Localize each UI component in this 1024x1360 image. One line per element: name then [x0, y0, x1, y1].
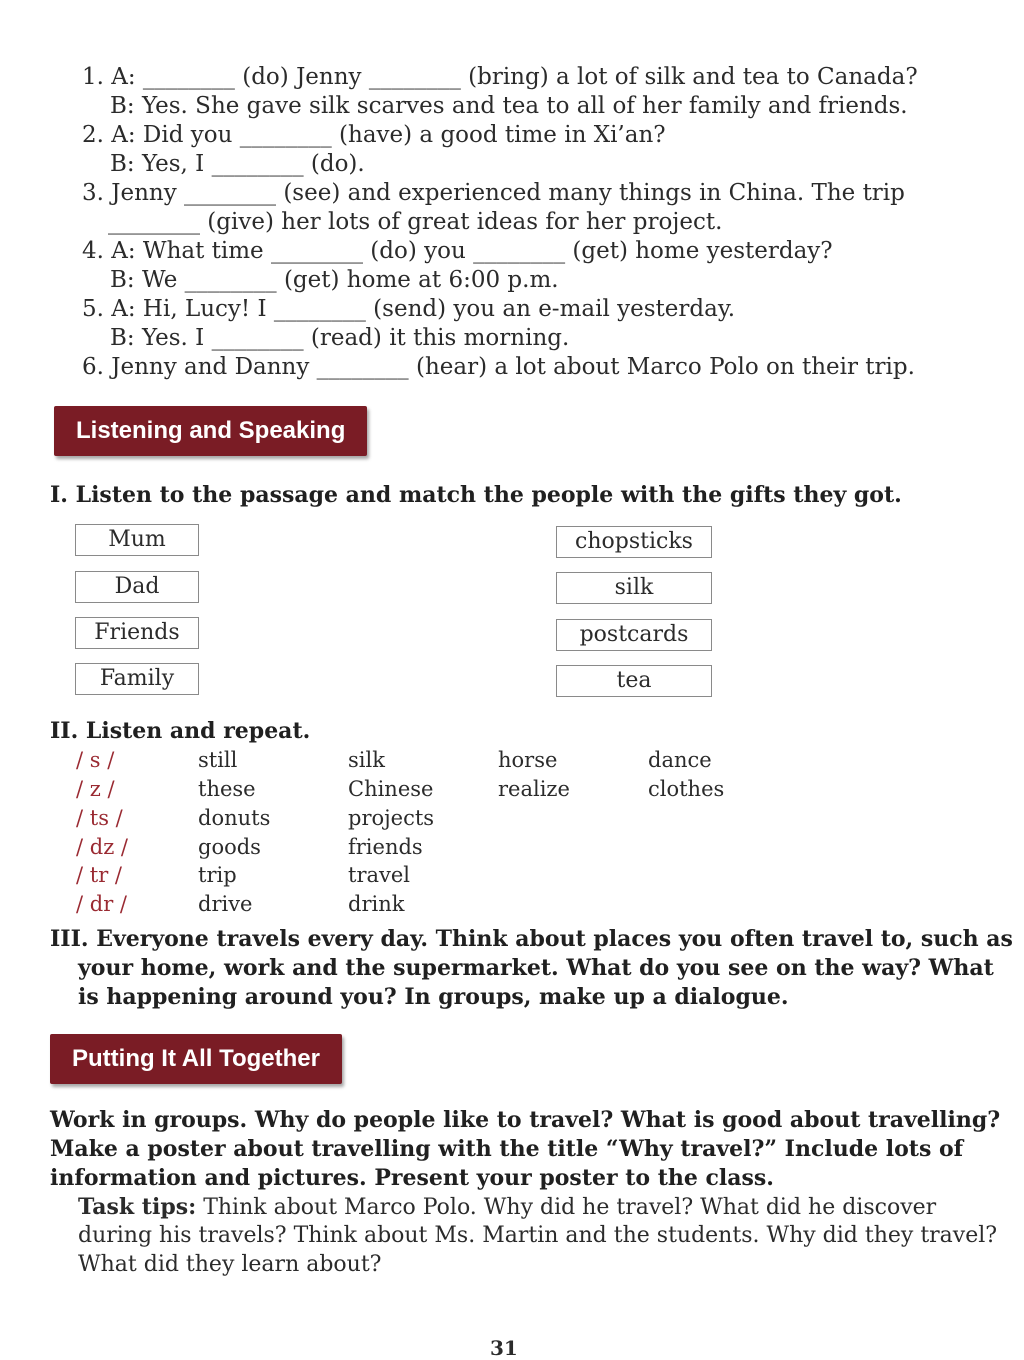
phonics-word: drink [348, 892, 405, 916]
exercise-line-6: 6. Jenny and Danny ________ (hear) a lot about Marco Polo on their trip. [82, 354, 915, 380]
person-box-family[interactable]: Family [75, 663, 199, 695]
phonics-word: donuts [198, 806, 271, 830]
listening-speaking-banner: Listening and Speaking [54, 406, 367, 456]
phonics-word: dance [648, 748, 712, 772]
exercise-line-3b: ________ (give) her lots of great ideas for her project. [108, 209, 723, 235]
task-tips-line-1 [78, 1194, 936, 1220]
task-tips-line-3: What did they learn about? [78, 1252, 382, 1277]
exercise-line-5b: B: Yes. I ________ (read) it this morning. [110, 325, 570, 351]
phonics-symbol-dr: / dr / [76, 892, 127, 916]
phonics-symbol-ts: / ts / [76, 806, 123, 830]
phonics-word: projects [348, 806, 435, 830]
exercise-line-2a: 2. A: Did you ________ (have) a good time in Xi’an? [82, 122, 666, 148]
task-tips-label: Task tips: [78, 1194, 197, 1220]
exercise-line-2b: B: Yes, I ________ (do). [110, 151, 365, 177]
part3-line-3: is happening around you? In groups, make up a dialogue. [78, 984, 789, 1010]
exercise-line-1a: 1. A: ________ (do) Jenny ________ (bring) a lot of silk and tea to Canada? [82, 64, 918, 90]
phonics-word: goods [198, 835, 261, 859]
putting-together-banner: Putting It All Together [50, 1034, 342, 1084]
part2-heading: II. Listen and repeat. [50, 718, 311, 744]
gift-box-postcards[interactable]: postcards [556, 619, 712, 651]
phonics-word: horse [498, 748, 558, 772]
phonics-word: silk [348, 748, 385, 772]
task-tips-line-2: during his travels? Think about Ms. Martin and the students. Why did they travel? [78, 1223, 998, 1248]
exercise-line-4a: 4. A: What time ________ (do) you ________ (get) home yesterday? [82, 238, 833, 264]
phonics-word: clothes [648, 777, 725, 801]
gift-box-chopsticks[interactable]: chopsticks [556, 526, 712, 558]
part1-heading: I. Listen to the passage and match the people with the gifts they got. [50, 482, 902, 508]
exercise-line-1b: B: Yes. She gave silk scarves and tea to all of her family and friends. [110, 93, 908, 119]
part3-line-2: your home, work and the supermarket. What do you see on the way? What [78, 955, 994, 981]
phonics-word: realize [498, 777, 570, 801]
phonics-word: Chinese [348, 777, 434, 801]
phonics-symbol-tr: / tr / [76, 863, 122, 887]
phonics-word: drive [198, 892, 253, 916]
phonics-symbol-z: / z / [76, 777, 115, 801]
together-line-1: Work in groups. Why do people like to travel? What is good about travelling? [50, 1107, 1001, 1133]
phonics-word: friends [348, 835, 423, 859]
phonics-symbol-dz: / dz / [76, 835, 129, 859]
person-box-friends[interactable]: Friends [75, 617, 199, 649]
exercise-line-3a: 3. Jenny ________ (see) and experienced many things in China. The trip [82, 180, 905, 206]
exercise-line-4b: B: We ________ (get) home at 6:00 p.m. [110, 267, 559, 293]
phonics-word: still [198, 748, 238, 772]
phonics-word: these [198, 777, 256, 801]
phonics-symbol-s: / s / [76, 748, 115, 772]
person-box-mum[interactable]: Mum [75, 524, 199, 556]
phonics-word: travel [348, 863, 411, 887]
exercise-line-5a: 5. A: Hi, Lucy! I ________ (send) you an e-mail yesterday. [82, 296, 736, 322]
together-line-3: information and pictures. Present your poster to the class. [50, 1165, 774, 1191]
person-box-dad[interactable]: Dad [75, 571, 199, 603]
gift-box-tea[interactable]: tea [556, 665, 712, 697]
gift-box-silk[interactable]: silk [556, 572, 712, 604]
together-line-2: Make a poster about travelling with the title “Why travel?” Include lots of [50, 1136, 964, 1162]
part3-line-1: III. Everyone travels every day. Think about places you often travel to, such as [50, 926, 1013, 952]
phonics-word: trip [198, 863, 237, 887]
task-tips-text: Think about Marco Polo. Why did he travel? What did he discover [196, 1195, 937, 1220]
page-number: 31 [490, 1336, 518, 1360]
